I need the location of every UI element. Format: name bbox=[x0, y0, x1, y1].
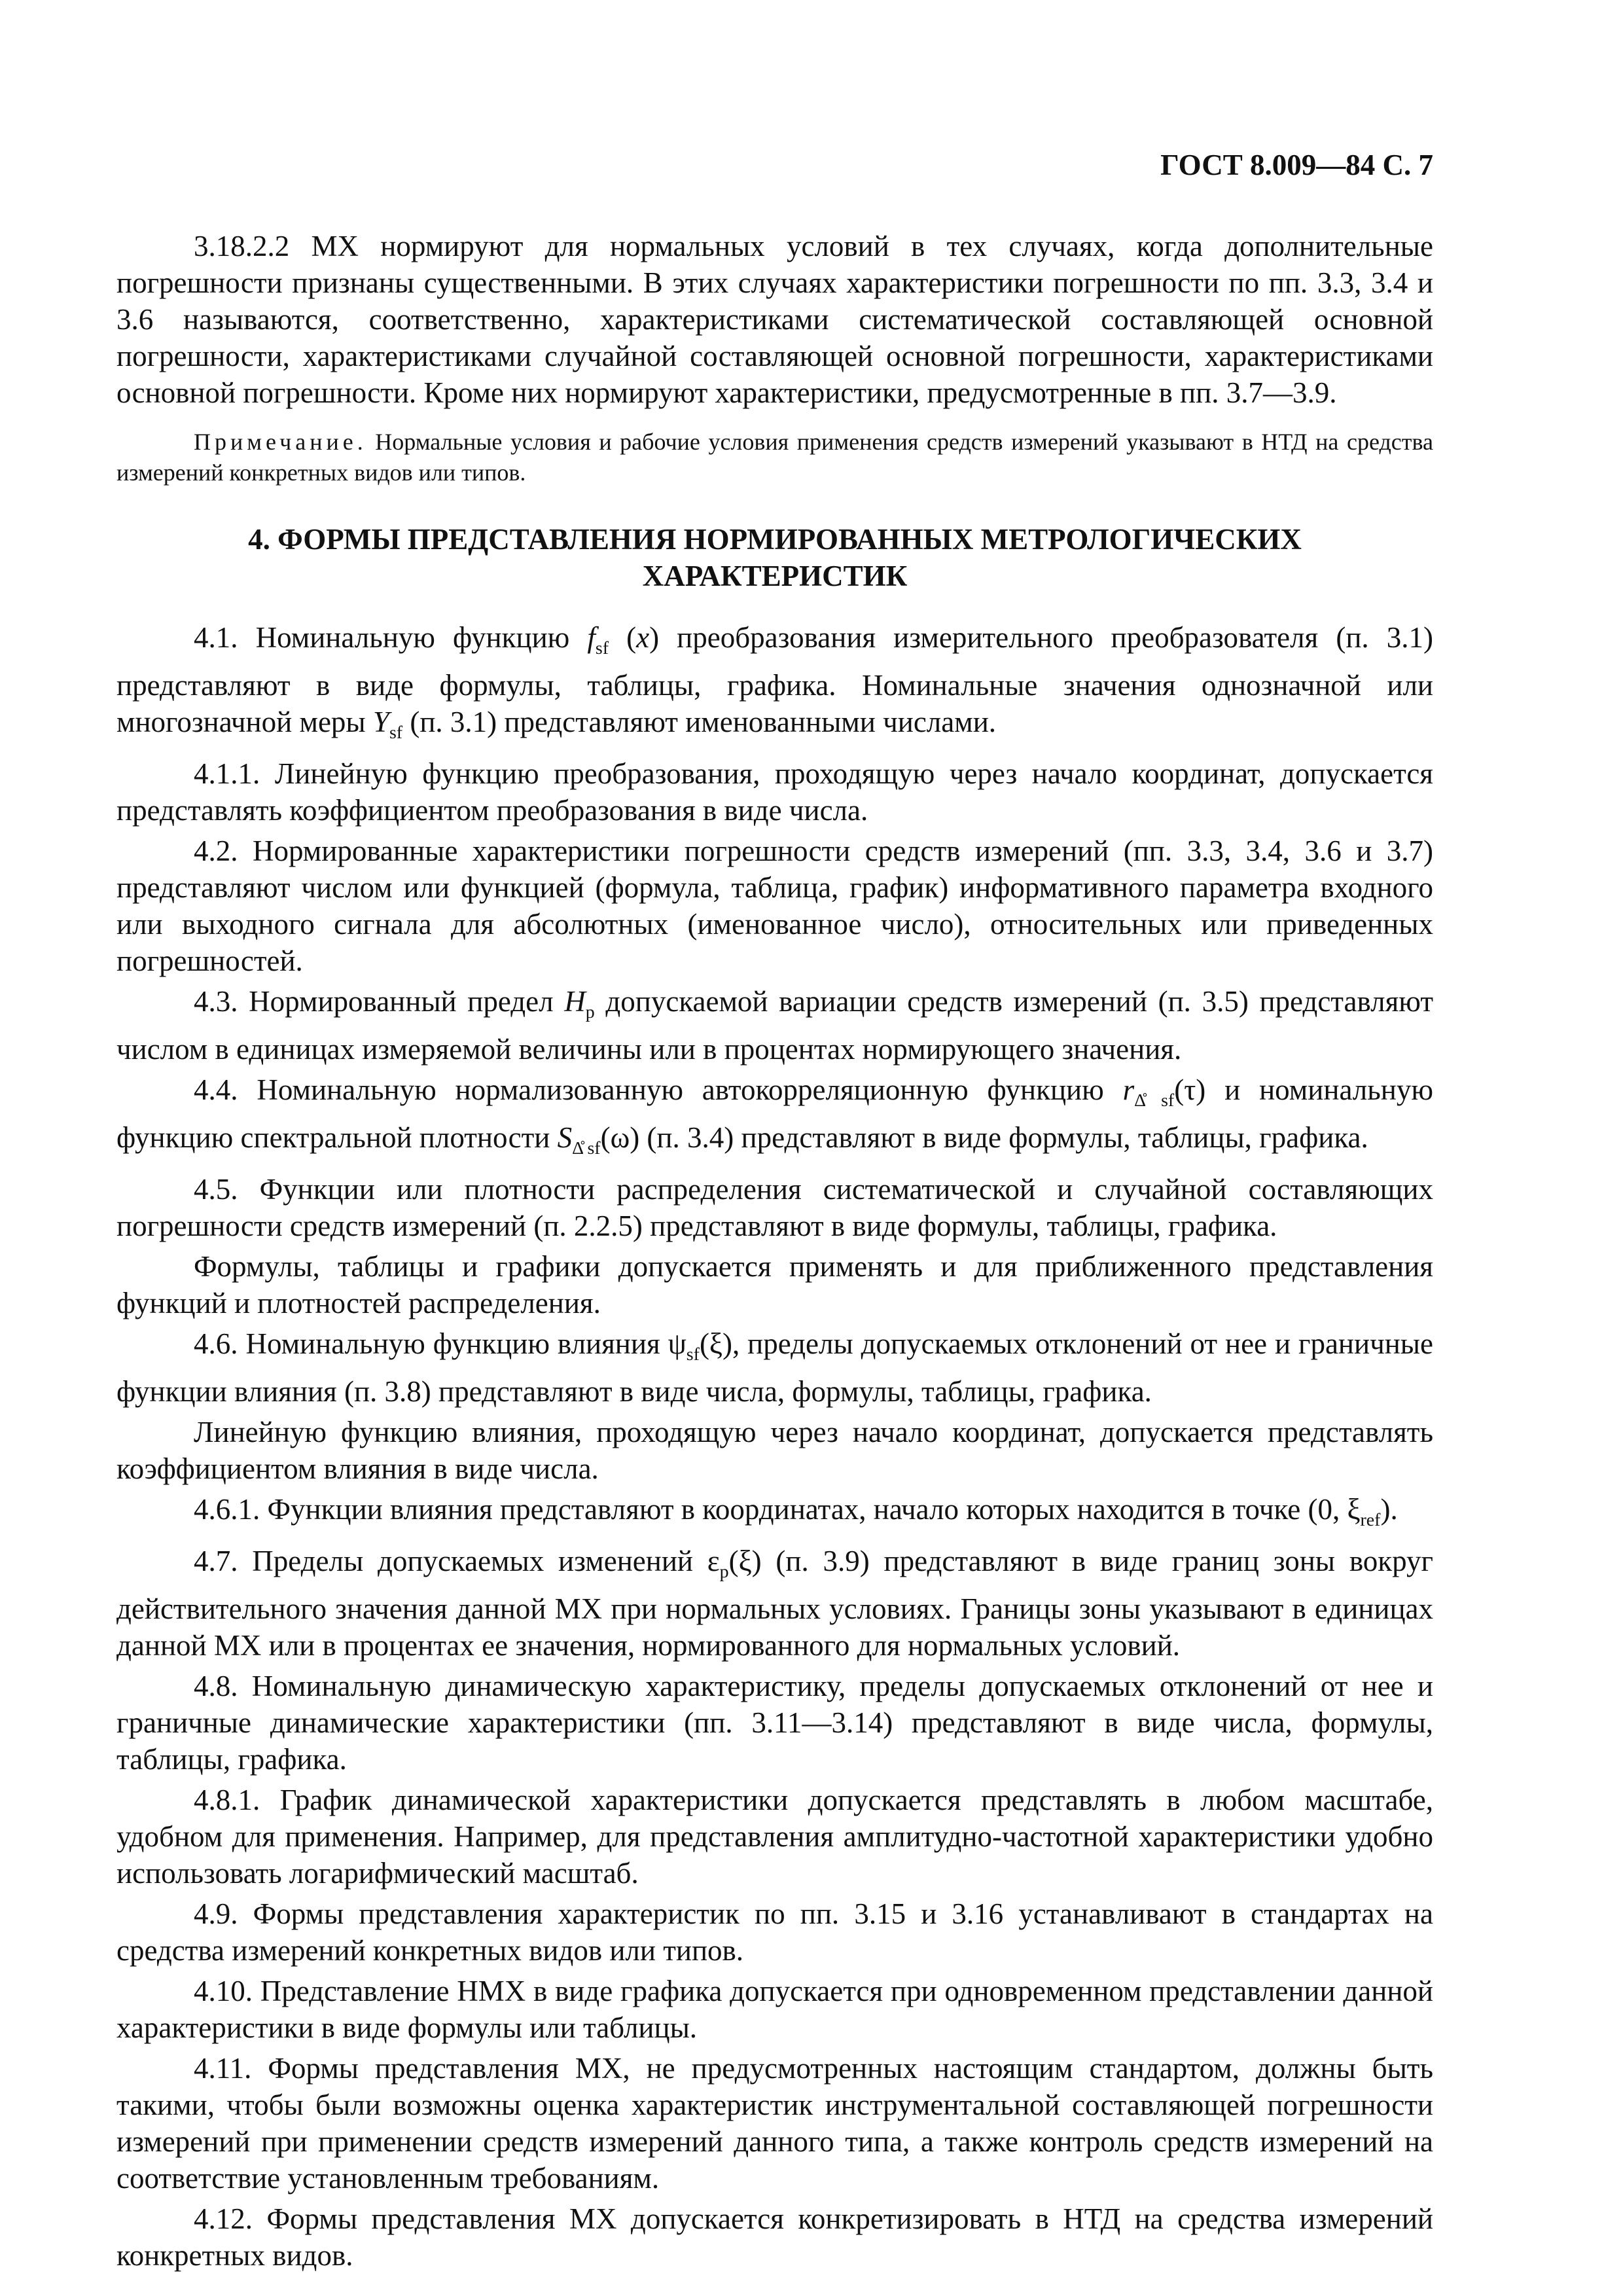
section-heading-line2: ХАРАКТЕРИСТИК bbox=[642, 560, 908, 592]
symbol-s: S bbox=[557, 1121, 573, 1154]
text-segment: 4.4. Номинальную нормализованную автокорреляционную функцию bbox=[194, 1073, 1123, 1106]
document-body bbox=[116, 228, 1433, 2278]
paragraph-4-3 bbox=[116, 983, 1433, 1067]
page-header: ГОСТ 8.009—84 С. 7 bbox=[1160, 149, 1433, 181]
section-heading bbox=[116, 521, 1433, 594]
text-segment: (ω) (п. 3.4) представляют в виде формулы, таблицы, графика. bbox=[600, 1121, 1368, 1154]
section-heading-line1: 4. ФОРМЫ ПРЕДСТАВЛЕНИЯ НОРМИРОВАННЫХ МЕТРОЛОГИЧЕСКИХ bbox=[248, 523, 1302, 556]
paragraph-4-4 bbox=[116, 1071, 1433, 1167]
text-segment: 4.6.1. Функции влияния представляют в координатах, начало которых находится в точке (0, ξ bbox=[194, 1493, 1361, 1526]
text-segment: (ξ), пределы допускаемых отклонений от нее и граничные функции влияния (п. 3.8) представляют в виде числа, формулы, таблицы, графика. bbox=[116, 1327, 1434, 1408]
text-segment: (ξ) (п. 3.9) представляют в виде границ зоны вокруг действительного значения данной МХ при нормальных условиях. Границы зоны указывают в единицах данной МХ или в процентах ее значения, нормированного для нормальных условий. bbox=[116, 1545, 1433, 1662]
subscript: Δ̊ sf bbox=[1134, 1090, 1175, 1111]
text-segment: ). bbox=[1380, 1493, 1398, 1526]
text-segment: допускаемой вариации средств измерений (п. 3.5) представляют числом в единицах измеряемой величины или в процентах нормирующего значения. bbox=[116, 985, 1433, 1066]
paragraph-4-12: 4.12. Формы представления МХ допускается конкретизировать в НТД на средства измерений конкретных видов. bbox=[116, 2202, 1433, 2272]
subscript: ref bbox=[1360, 1510, 1381, 1530]
subscript: p bbox=[719, 1562, 729, 1582]
subscript: sf bbox=[389, 723, 403, 743]
note-text: Нормальные условия и рабочие условия применения средств измерений указывают в НТД на средства измерений конкретных видов или типов. bbox=[116, 429, 1433, 486]
paragraph-3-18-2-2: 3.18.2.2 МХ нормируют для нормальных условий в тех случаях, когда дополнительные погрешности признаны существенными. В этих случаях характеристики погрешности по пп. 3.3, 3.4 и 3.6 называются, соответственно, характеристиками систематической составляющей основной погрешности, характеристиками случайной составляющей основной погрешности, характеристиками основной погрешности. Кроме них нормируют характеристики, предусмотренные в пп. 3.7—3.9. bbox=[116, 230, 1433, 409]
symbol-y: Y bbox=[372, 706, 389, 738]
paragraph-4-7 bbox=[116, 1543, 1433, 1664]
subscript: sf bbox=[686, 1344, 700, 1365]
text-segment: (τ) и номинальную функцию спектральной плотности bbox=[116, 1073, 1433, 1154]
paragraph-4-9: 4.9. Формы представления характеристик по пп. 3.15 и 3.16 устанавливают в стандартах на средства измерений конкретных видов или типов. bbox=[116, 1897, 1433, 1967]
paragraph-4-11: 4.11. Формы представления МХ, не предусмотренных настоящим стандартом, должны быть такими, чтобы были возможны оценка характеристик инструментальной составляющей погрешности измерений при применении средств измерений данного типа, а также контроль средств измерений на соответствие установленным требованиям. bbox=[116, 2052, 1433, 2195]
paragraph-4-5: 4.5. Функции или плотности распределения систематической и случайной составляющих погрешности средств измерений (п. 2.2.5) представляют в виде формулы, таблицы, графика. bbox=[116, 1173, 1433, 1242]
paragraph-4-5-continued: Формулы, таблицы и графики допускается применять и для приближенного представления функций и плотностей распределения. bbox=[116, 1250, 1433, 1319]
text-segment: ( bbox=[609, 621, 637, 654]
symbol-f: f bbox=[587, 621, 596, 654]
text-segment: 4.1. Номинальную функцию bbox=[194, 621, 588, 654]
paragraph-4-8: 4.8. Номинальную динамическую характеристику, пределы допускаемых отклонений от нее и граничные динамические характеристики (пп. 3.11—3.14) представляют в виде числа, формулы, таблицы, графика. bbox=[116, 1670, 1433, 1776]
symbol-h: H bbox=[564, 985, 586, 1018]
symbol-r: r bbox=[1122, 1073, 1135, 1106]
text-segment: 4.3. Нормированный предел bbox=[194, 985, 565, 1018]
paragraph-4-8-1: 4.8.1. График динамической характеристики допускается представлять в любом масштабе, удобном для применения. Например, для представления амплитудно-частотной характеристики удобно использовать логарифмический масштаб. bbox=[116, 1784, 1433, 1890]
note-label: Примечание. bbox=[194, 429, 367, 455]
paragraph-4-1-1: 4.1.1. Линейную функцию преобразования, проходящую через начало координат, допускается представлять коэффициентом преобразования в виде числа. bbox=[116, 757, 1433, 827]
paragraph-4-1 bbox=[116, 619, 1433, 751]
paragraph-4-6 bbox=[116, 1325, 1433, 1410]
paragraph-4-10: 4.10. Представление НМХ в виде графика допускается при одновременном представлении данной характеристики в виде формулы или таблицы. bbox=[116, 1975, 1433, 2044]
text-segment: (п. 3.1) представляют именованными числами. bbox=[402, 706, 997, 738]
note-paragraph bbox=[116, 427, 1433, 488]
paragraph-4-6-1 bbox=[116, 1491, 1433, 1539]
text-segment: 4.6. Номинальную функцию влияния ψ bbox=[194, 1327, 687, 1360]
subscript: p bbox=[585, 1002, 595, 1022]
subscript: sf bbox=[595, 638, 609, 658]
paragraph-4-2: 4.2. Нормированные характеристики погрешности средств измерений (пп. 3.3, 3.4, 3.6 и 3.7) представляют числом или функцией (формула, таблица, график) информативного параметра входного или выходного сигнала для абсолютных (именованное число), относительных или приведенных погрешностей. bbox=[116, 834, 1433, 977]
text-segment: ) преобразования измерительного преобразователя (п. 3.1) представляют в виде формулы, таблицы, графика. Номинальные значения однозначной или многозначной меры bbox=[116, 621, 1433, 738]
paragraph-4-6-continued: Линейную функцию влияния, проходящую через начало координат, допускается представлять коэффициентом влияния в виде числа. bbox=[116, 1416, 1433, 1485]
text-segment: 4.7. Пределы допускаемых изменений ε bbox=[194, 1545, 720, 1577]
subscript: Δ̊ sf bbox=[572, 1138, 601, 1158]
symbol-x: x bbox=[636, 621, 650, 654]
